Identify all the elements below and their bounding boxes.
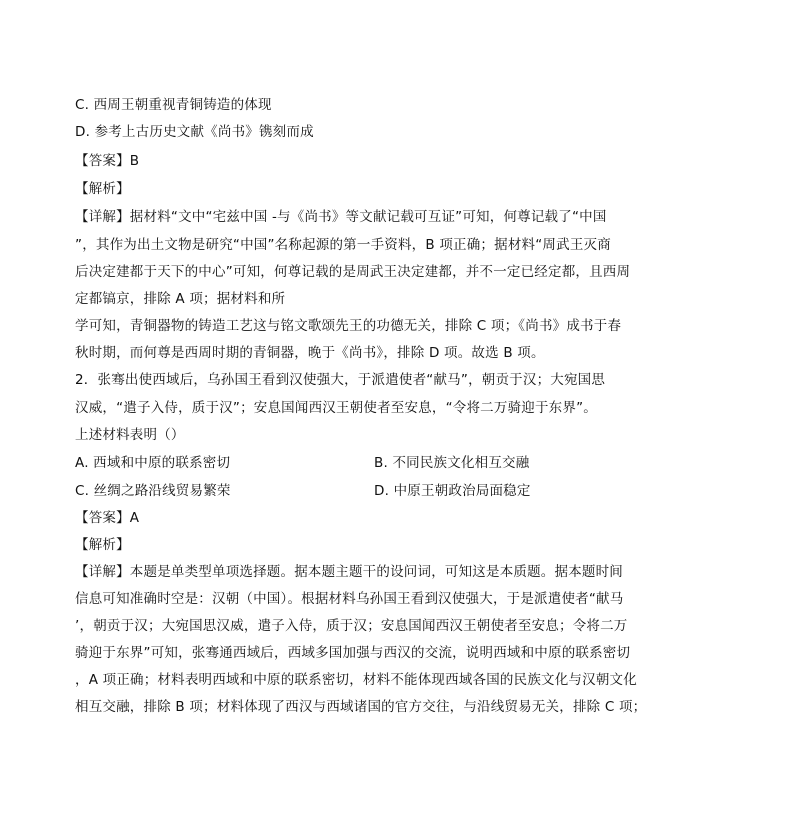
option-b-q2: B. 不同民族文化相互交融	[374, 455, 530, 471]
explanation-line-3: 后决定建都于天下的中心”可知，何尊记载的是周武王决定建都，并不一定已经定都，且西周	[75, 264, 631, 280]
option-c-q2: C. 丝绸之路沿线贸易繁荣	[75, 483, 231, 499]
explanation-q2-line-3: ’，朝贡于汉；大宛国思汉威，遣子入侍，质于汉；安息国闻西汉王朝使者至安息；令将二万	[75, 618, 628, 634]
option-d-q2: D. 中原王朝政治局面稳定	[374, 483, 531, 499]
explanation-line-5: 学可知，青铜器物的铸造工艺这与铭文歌颂先王的功德无关，排除 C 项；《尚书》成书于春	[75, 318, 622, 334]
option-c-q1: C. 西周王朝重视青铜铸造的体现	[75, 97, 272, 113]
question-2-line-2: 汉威，“遣子入侍，质于汉”；安息国闻西汉王朝使者至安息，“令将二万骑迎于东界”。	[75, 400, 597, 416]
explanation-q2-line-1: 【详解】本题是单类型单项选择题。据本题主题干的设问词，可知这是本质题。据本题时间	[75, 564, 623, 580]
explanation-line-4: 定都镐京，排除 A 项；据材料和所	[75, 291, 286, 307]
question-2-prompt: 上述材料表明（）	[75, 427, 185, 443]
answer-label-q1: 【答案】B	[75, 153, 140, 169]
analysis-label-q2: 【解析】	[75, 537, 130, 553]
answer-label-q2: 【答案】A	[75, 510, 140, 526]
explanation-q2-line-4: 骑迎于东界”可知，张骞通西域后，西域多国加强与西汉的交流，说明西域和中原的联系密切	[75, 645, 631, 661]
explanation-q2-line-6: 相互交融，排除 B 项；材料体现了西汉与西域诸国的官方交往，与沿线贸易无关，排除 C 项；	[75, 699, 647, 715]
explanation-line-6: 秋时期，而何尊是西周时期的青铜器，晚于《尚书》，排除 D 项。故选 B 项。	[75, 345, 545, 361]
option-d-q1: D. 参考上古历史文献《尚书》镌刻而成	[75, 124, 314, 140]
analysis-label-q1: 【解析】	[75, 181, 130, 197]
explanation-q2-line-2: 信息可知准确时空是：汉朝（中国）。根据材料乌孙国王看到汉使强大，于是派遣使者“献马	[75, 591, 624, 607]
option-a-q2: A. 西域和中原的联系密切	[75, 455, 231, 471]
explanation-line-2: ”，其作为出土文物是研究“中国”名称起源的第一手资料，B 项正确；据材料“周武王灭商	[75, 237, 611, 253]
explanation-line-1: 【详解】据材料“文中“宅兹中国 -与《尚书》等文献记载可互证”可知，何尊记载了“中国	[75, 209, 607, 225]
explanation-q2-line-5: ，A 项正确；材料表明西域和中原的联系密切，材料不能体现西域各国的民族文化与汉朝文化	[75, 672, 637, 688]
question-2-line-1: 2．张骞出使西域后，乌孙国王看到汉使强大，于派遣使者“献马”，朝贡于汉；大宛国思	[75, 372, 606, 388]
